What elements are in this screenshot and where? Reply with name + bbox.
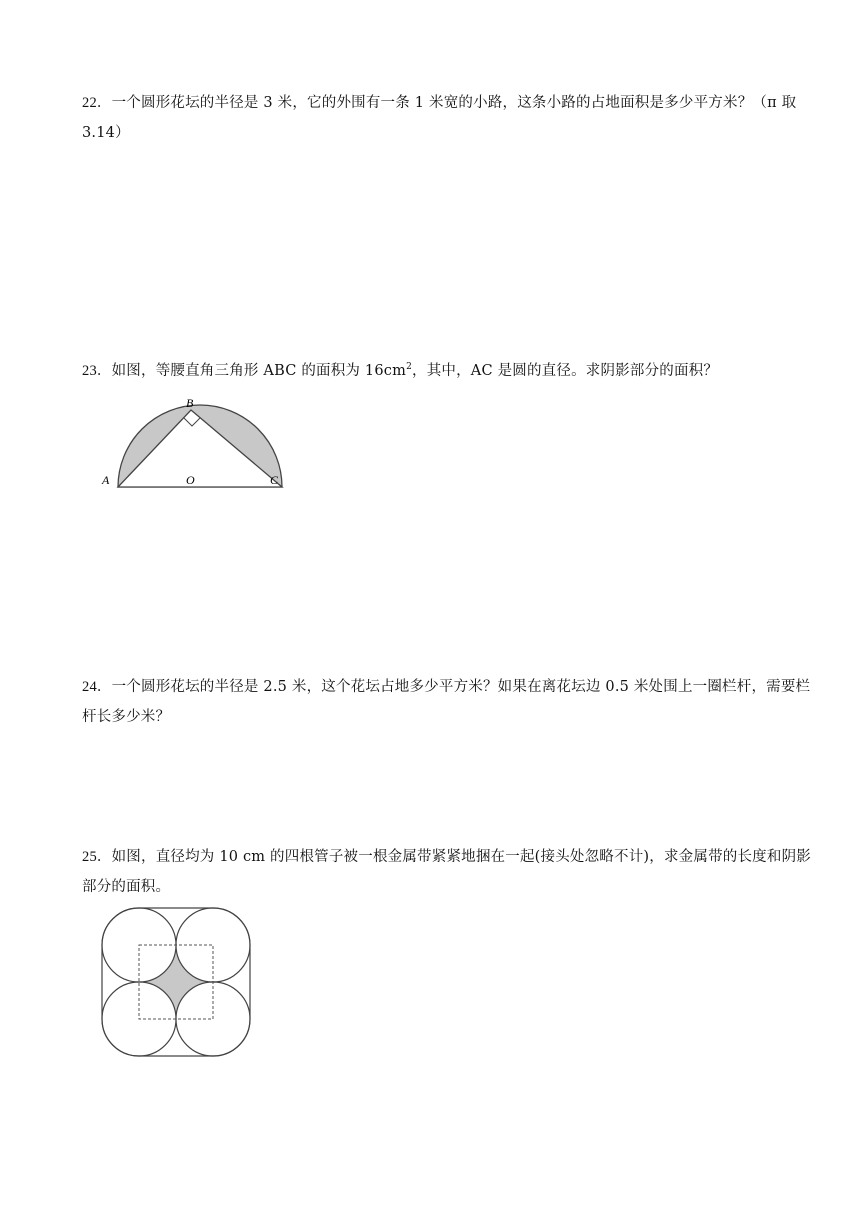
question-22 [82, 88, 812, 148]
question-text: 一个圆形花坛的半径是 3 米，它的外围有一条 1 米宽的小路，这条小路的占地面积是多少平方米？（π 取 3.14） [82, 95, 797, 141]
question-text-part2: ，其中，AC 是圆的直径。求阴影部分的面积？ [412, 363, 719, 379]
label-c: C [270, 473, 279, 487]
question-number-separator: ． [96, 363, 112, 379]
question-number: 22 [82, 95, 97, 111]
label-a: A [102, 473, 110, 487]
question-number-separator: ． [96, 679, 112, 695]
shaded-center-region [139, 945, 213, 1019]
question-23 [82, 356, 812, 386]
semicircle-triangle-figure [98, 394, 288, 494]
label-o: O [186, 473, 195, 487]
question-number: 24 [82, 679, 97, 695]
four-pipes-figure [98, 904, 258, 1064]
question-number: 25 [82, 849, 97, 865]
question-number: 23 [82, 363, 97, 379]
question-number-separator: ． [96, 95, 112, 111]
question-text: 一个圆形花坛的半径是 2.5 米，这个花坛占地多少平方米？如果在离花坛边 0.5 米处围上一圈栏杆，需要栏杆长多少米？ [82, 679, 811, 725]
question-text: 如图，直径均为 10 cm 的四根管子被一根金属带紧紧地捆在一起(接头处忽略不计)，求金属带的长度和阴影部分的面积。 [82, 849, 811, 895]
label-b: B [186, 396, 194, 410]
question-number-separator: ． [96, 849, 112, 865]
question-24 [82, 672, 812, 732]
superscript-2: 2 [406, 362, 412, 373]
question-25 [82, 842, 812, 902]
question-text-part1: 如图，等腰直角三角形 ABC 的面积为 16cm [111, 363, 407, 379]
